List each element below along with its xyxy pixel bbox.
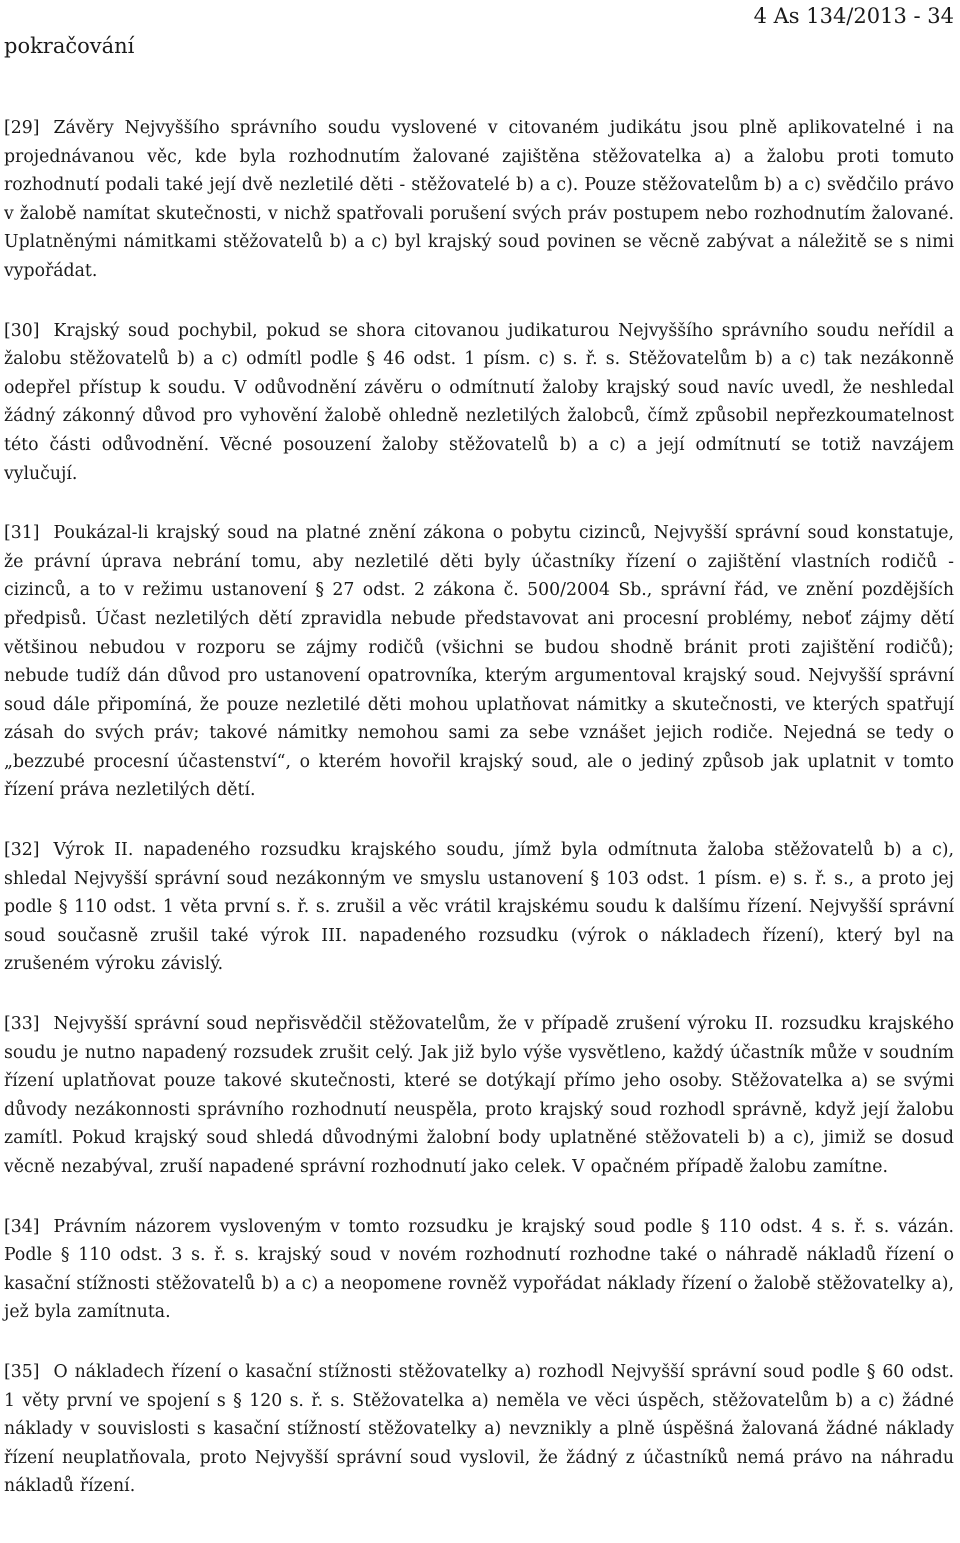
paragraph-30 bbox=[4, 317, 954, 489]
paragraph-number: [34] bbox=[4, 1216, 40, 1237]
paragraph-text: Nejvyšší správní soud nepřisvědčil stěžovatelům, že v případě zrušení výroku II. rozsudku krajského soudu je nutno napadený rozsudek zrušit celý. Jak již bylo výše vysvětleno, každý účastník může v soudním řízení uplatňovat pouze takové skutečnosti, které se dotýkají přímo jeho osoby. Stěžovatelka a) se svými důvody nezákonnosti správního rozhodnutí neuspěla, proto krajský soud rozhodl správně, když její žalobu zamítl. Pokud krajský soud shledá důvodnými žalobní body uplatněné stěžovateli b) a c), jimiž se dosud věcně nezabýval, zruší napadené správní rozhodnutí jako celek. V opačném případě žalobu zamítne. bbox=[4, 1014, 954, 1177]
header-continuation-label: pokračování bbox=[4, 34, 135, 58]
paragraph-text: Závěry Nejvyššího správního soudu vyslovené v citovaném judikátu jsou plně aplikovatelné i na projednávanou věc, kde byla rozhodnutím žalované zajištěna stěžovatelka a) a žalobu proti tomuto rozhodnutí podali také její dvě nezletilé děti - stěžovatelé b) a c). Pouze stěžovatelům b) a c) svědčilo právo v žalobě namítat skutečnosti, v nichž spatřovali porušení svých práv postupem nebo rozhodnutím žalované. Uplatněnými námitkami stěžovatelů b) a c) byl krajský soud povinen se věcně zabývat a náležitě se s nimi vypořádat. bbox=[4, 118, 954, 281]
document-body bbox=[4, 114, 954, 1532]
paragraph-34 bbox=[4, 1213, 954, 1327]
paragraph-number: [30] bbox=[4, 320, 40, 341]
paragraph-33 bbox=[4, 1010, 954, 1182]
paragraph-31 bbox=[4, 519, 954, 805]
paragraph-number: [32] bbox=[4, 840, 40, 861]
paragraph-text: O nákladech řízení o kasační stížnosti stěžovatelky a) rozhodl Nejvyšší správní soud podle § 60 odst. 1 věty první ve spojení s § 120 s. ř. s. Stěžovatelka a) neměla ve věci úspěch, stěžovatelům b) a c) žádné náklady v souvislosti s kasační stížností stěžovatelky a) nevznikly a plně úspěšná žalovaná žádné náklady řízení neuplatňovala, proto Nejvyšší správní soud vyslovil, že žádný z účastníků nemá právo na náhradu nákladů řízení. bbox=[4, 1361, 954, 1497]
paragraph-text: Poukázal-li krajský soud na platné znění zákona o pobytu cizinců, Nejvyšší správní soud konstatuje, že právní úprava nebrání tomu, aby nezletilé děti byly účastníky řízení o zajištění vlastních rodičů - cizinců, a to v režimu ustanovení § 27 odst. 2 zákona č. 500/2004 Sb., správní řád, ve znění pozdějších předpisů. Účast nezletilých dětí zpravidla nebude představovat ani procesní problémy, neboť zájmy dětí většinou nebudou v rozporu se zájmy rodičů (všichni se budou shodně bránit proti zajištění rodičů); nebude tudíž dán důvod pro ustanovení opatrovníka, kterým argumentoval krajský soud. Nejvyšší správní soud dále připomíná, že pouze nezletilé děti mohou uplatňovat námitky a skutečnosti, ve kterých spatřují zásah do svých práv; takové námitky nemohou sami za sebe vznášet jejich rodiče. Nejedná se tedy o „bezzubé procesní účastenství“, o kterém hovořil krajský soud, ale o jediný způsob jak uplatnit v tomto řízení práva nezletilých dětí. bbox=[4, 523, 954, 801]
paragraph-number: [35] bbox=[4, 1361, 40, 1382]
paragraph-number: [33] bbox=[4, 1014, 40, 1035]
header-case-number: 4 As 134/2013 - 34 bbox=[753, 4, 954, 28]
paragraph-number: [31] bbox=[4, 523, 40, 544]
paragraph-number: [29] bbox=[4, 118, 40, 138]
paragraph-29 bbox=[4, 114, 954, 286]
paragraph-text: Právním názorem vysloveným v tomto rozsudku je krajský soud podle § 110 odst. 4 s. ř. s. vázán. Podle § 110 odst. 3 s. ř. s. krajský soud v novém rozhodnutí rozhodne také o náhradě nákladů řízení o kasační stížnosti stěžovatelů b) a c) a neopomene rovněž vypořádat náklady řízení o žalobě stěžovatelky a), jež byla zamítnuta. bbox=[4, 1216, 954, 1323]
paragraph-32 bbox=[4, 836, 954, 979]
paragraph-text: Krajský soud pochybil, pokud se shora citovanou judikaturou Nejvyššího správního soudu neřídil a žalobu stěžovatelů b) a c) odmítl podle § 46 odst. 1 písm. c) s. ř. s. Stěžovatelům b) a c) tak nezákonně odepřel přístup k soudu. V odůvodnění závěru o odmítnutí žaloby krajský soud navíc uvedl, že neshledal žádný zákonný důvod pro vyhovění žalobě ohledně nezletilých žalobců, čímž způsobil nepřezkoumatelnost této části odůvodnění. Věcné posouzení žaloby stěžovatelů b) a c) a její odmítnutí se totiž navzájem vylučují. bbox=[4, 320, 954, 484]
paragraph-text: Výrok II. napadeného rozsudku krajského soudu, jímž byla odmítnuta žaloba stěžovatelů b) a c), shledal Nejvyšší správní soud nezákonným ve smyslu ustanovení § 103 odst. 1 písm. e) s. ř. s., a proto jej podle § 110 odst. 1 věta první s. ř. s. zrušil a věc vrátil krajskému soudu k dalšímu řízení. Nejvyšší správní soud současně zrušil také výrok III. napadeného rozsudku (výrok o nákladech řízení), který byl na zrušeném výroku závislý. bbox=[4, 840, 954, 975]
page-header bbox=[4, 4, 954, 64]
paragraph-35 bbox=[4, 1358, 954, 1501]
